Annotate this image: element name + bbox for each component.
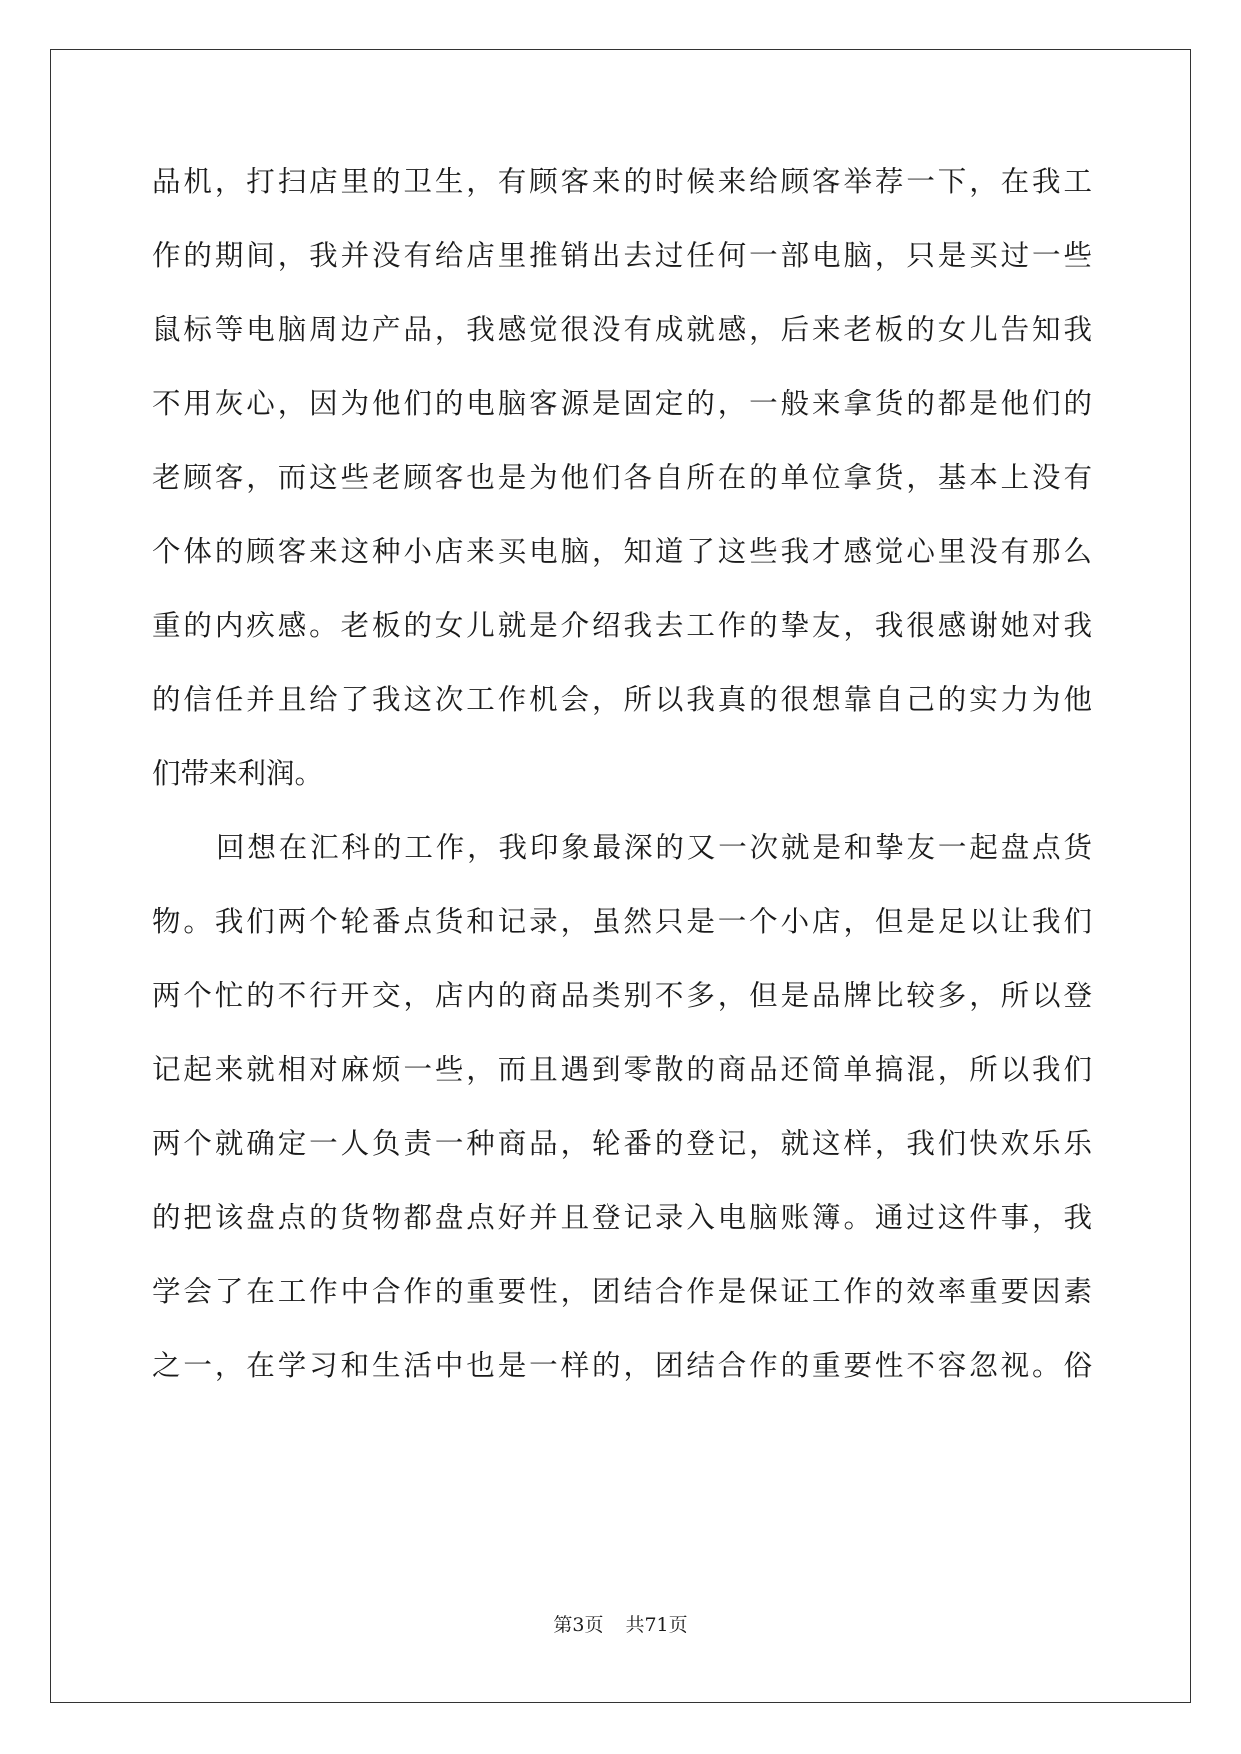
text-line: 老顾客，而这些老顾客也是为他们各自所在的单位拿货，基本上没有: [152, 461, 1092, 494]
text-line: 物。我们两个轮番点货和记录，虽然只是一个小店，但是足以让我们: [152, 905, 1092, 938]
text-line: 个体的顾客来这种小店来买电脑，知道了这些我才感觉心里没有那么: [152, 535, 1092, 568]
paragraph-start-line: 回想在汇科的工作，我印象最深的又一次就是和挚友一起盘点货: [216, 831, 1092, 864]
page-footer: [0, 1610, 1241, 1637]
text-line: 学会了在工作中合作的重要性，团结合作是保证工作的效率重要因素: [152, 1275, 1092, 1308]
text-line: 不用灰心，因为他们的电脑客源是固定的，一般来拿货的都是他们的: [152, 387, 1092, 420]
text-line: 的信任并且给了我这次工作机会，所以我真的很想靠自己的实力为他: [152, 683, 1092, 716]
text-line: 作的期间，我并没有给店里推销出去过任何一部电脑，只是买过一些: [152, 239, 1092, 272]
page-number: 第3页: [553, 1614, 604, 1636]
text-line: 的把该盘点的货物都盘点好并且登记录入电脑账簿。通过这件事，我: [152, 1201, 1092, 1234]
total-pages: 共71页: [625, 1614, 688, 1636]
page-border: [50, 49, 1191, 1703]
text-line: 重的内疚感。老板的女儿就是介绍我去工作的挚友，我很感谢她对我: [152, 609, 1092, 642]
text-line: 两个忙的不行开交，店内的商品类别不多，但是品牌比较多，所以登: [152, 979, 1092, 1012]
text-line: 们带来利润。: [152, 757, 324, 790]
text-line: 记起来就相对麻烦一些，而且遇到零散的商品还简单搞混，所以我们: [152, 1053, 1092, 1086]
text-line: 品机，打扫店里的卫生，有顾客来的时候来给顾客举荐一下，在我工: [152, 165, 1092, 198]
text-line: 鼠标等电脑周边产品，我感觉很没有成就感，后来老板的女儿告知我: [152, 313, 1092, 346]
text-line: 之一，在学习和生活中也是一样的，团结合作的重要性不容忽视。俗: [152, 1349, 1092, 1382]
text-line: 两个就确定一人负责一种商品，轮番的登记，就这样，我们快欢乐乐: [152, 1127, 1092, 1160]
